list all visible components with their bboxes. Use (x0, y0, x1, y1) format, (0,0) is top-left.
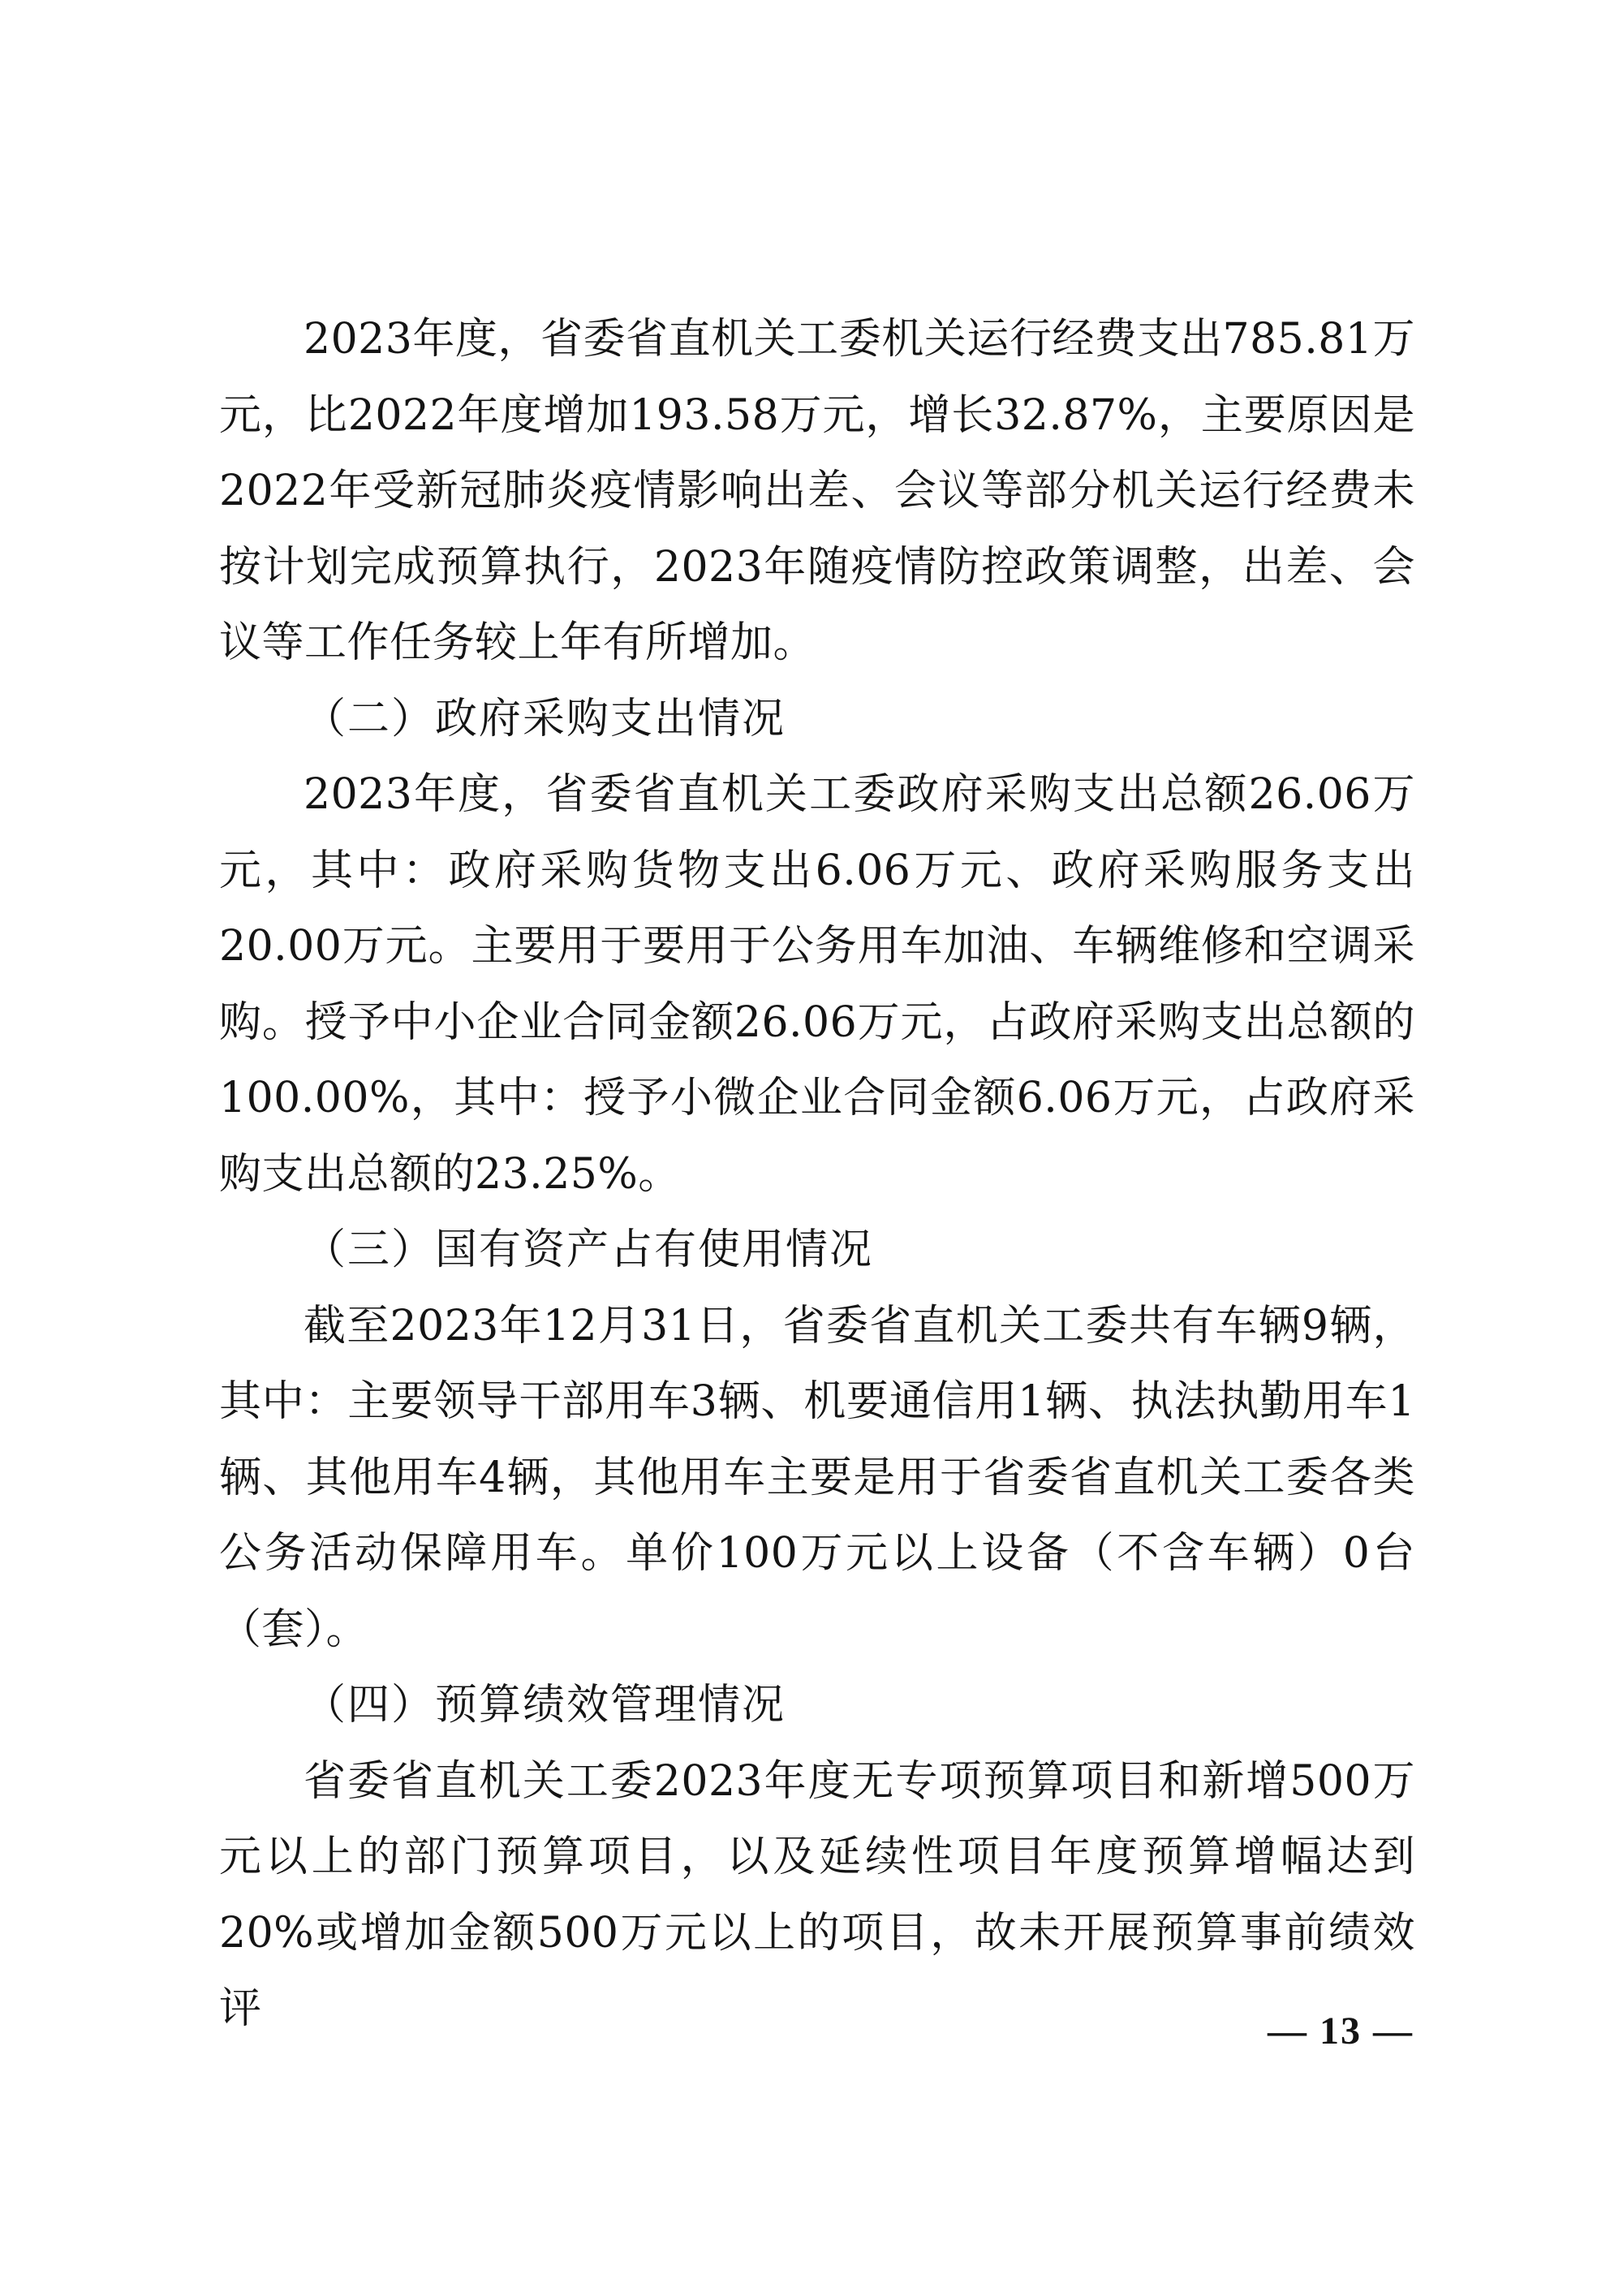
paragraph-operating-expenses: 2023年度，省委省直机关工委机关运行经费支出785.81万元，比2022年度增加193.58万元，增长32.87%，主要原因是2022年受新冠肺炎疫情影响出差、会议等部分机关运行经费未按计划完成预算执行，2023年随疫情防控政策调整，出差、会议等工作任务较上年有所增加。 (219, 315, 1415, 667)
page-number: — 13 — (1268, 2010, 1414, 2053)
section-heading-procurement: （二）政府采购支出情况 (304, 694, 786, 743)
section-heading-performance: （四）预算绩效管理情况 (304, 1681, 786, 1730)
section-heading-state-assets: （三）国有资产占有使用情况 (304, 1226, 874, 1274)
paragraph-performance: 省委省直机关工委2023年度无专项预算项目和新增500万元以上的部门预算项目，以及延续性项目年度预算增幅达到20%或增加金额500万元以上的项目，故未开展预算事前绩效评 (219, 1756, 1415, 2033)
paragraph-state-assets: 截至2023年12月31日，省委省直机关工委共有车辆9辆，其中：主要领导干部用车3辆、机要通信用1辆、执法执勤用车1辆、其他用车4辆，其他用车主要是用于省委省直机关工委各类公务活动保障用车。单价100万元以上设备（不含车辆）0台（套）。 (219, 1301, 1415, 1654)
paragraph-procurement: 2023年度，省委省直机关工委政府采购支出总额26.06万元，其中：政府采购货物支出6.06万元、政府采购服务支出20.00万元。主要用于要用于公务用车加油、车辆维修和空调采购。授予中小企业合同金额26.06万元，占政府采购支出总额的100.00%，其中：授予小微企业合同金额6.06万元，占政府采购支出总额的23.25%。 (219, 770, 1415, 1199)
document-body (219, 302, 1415, 2048)
